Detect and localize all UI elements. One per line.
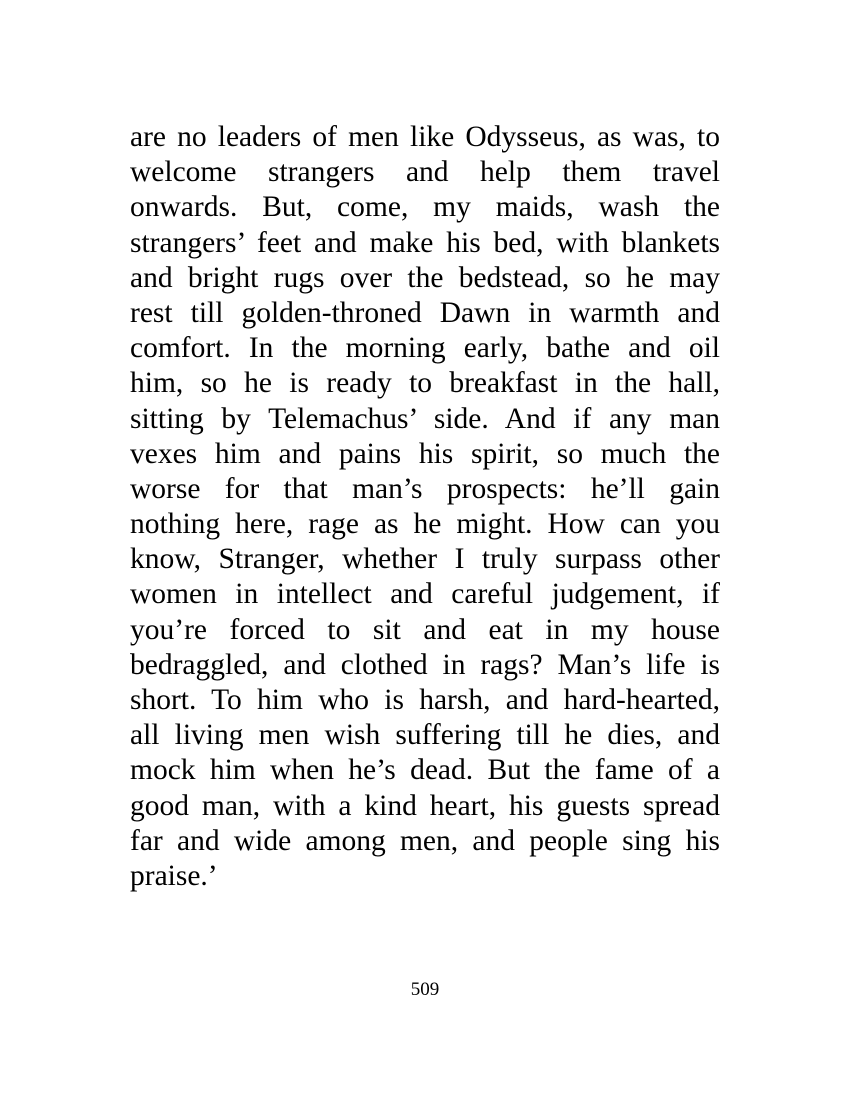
- text-line: good man, with a kind heart, his guests spread: [130, 789, 720, 822]
- text-line: women in intellect and careful judgement, if: [130, 578, 720, 611]
- text-line: short. To him who is harsh, and hard-hearted,: [130, 684, 720, 716]
- text-line-last: praise.’: [130, 859, 218, 892]
- text-line: bedraggled, and clothed in rags? Man’s life is: [130, 648, 720, 681]
- text-line: vexes him and pains his spirit, so much the: [130, 437, 720, 470]
- body-paragraph: [130, 120, 720, 894]
- text-line: comfort. In the morning early, bathe and oil: [130, 332, 720, 365]
- text-line: strangers’ feet and make his bed, with blankets: [130, 226, 720, 259]
- text-line: worse for that man’s prospects: he’ll gain: [130, 472, 720, 505]
- text-line: far and wide among men, and people sing his: [130, 824, 720, 857]
- text-line: know, Stranger, whether I truly surpass other: [130, 543, 720, 576]
- page-number: 509: [410, 979, 440, 1000]
- text-line: onwards. But, come, my maids, wash the: [130, 191, 720, 224]
- text-line: welcome strangers and help them travel: [130, 156, 720, 189]
- text-line: and bright rugs over the bedstead, so he may: [130, 261, 720, 294]
- text-line: are no leaders of men like Odysseus, as was, to: [130, 121, 720, 153]
- text-line: nothing here, rage as he might. How can you: [130, 508, 720, 541]
- text-line: sitting by Telemachus’ side. And if any man: [130, 402, 720, 435]
- text-line: you’re forced to sit and eat in my house: [130, 613, 720, 646]
- text-line: all living men wish suffering till he dies, and: [130, 719, 720, 752]
- text-line: rest till golden-throned Dawn in warmth and: [130, 296, 720, 329]
- text-line: mock him when he’s dead. But the fame of a: [130, 754, 720, 787]
- text-line: him, so he is ready to breakfast in the hall,: [130, 367, 720, 400]
